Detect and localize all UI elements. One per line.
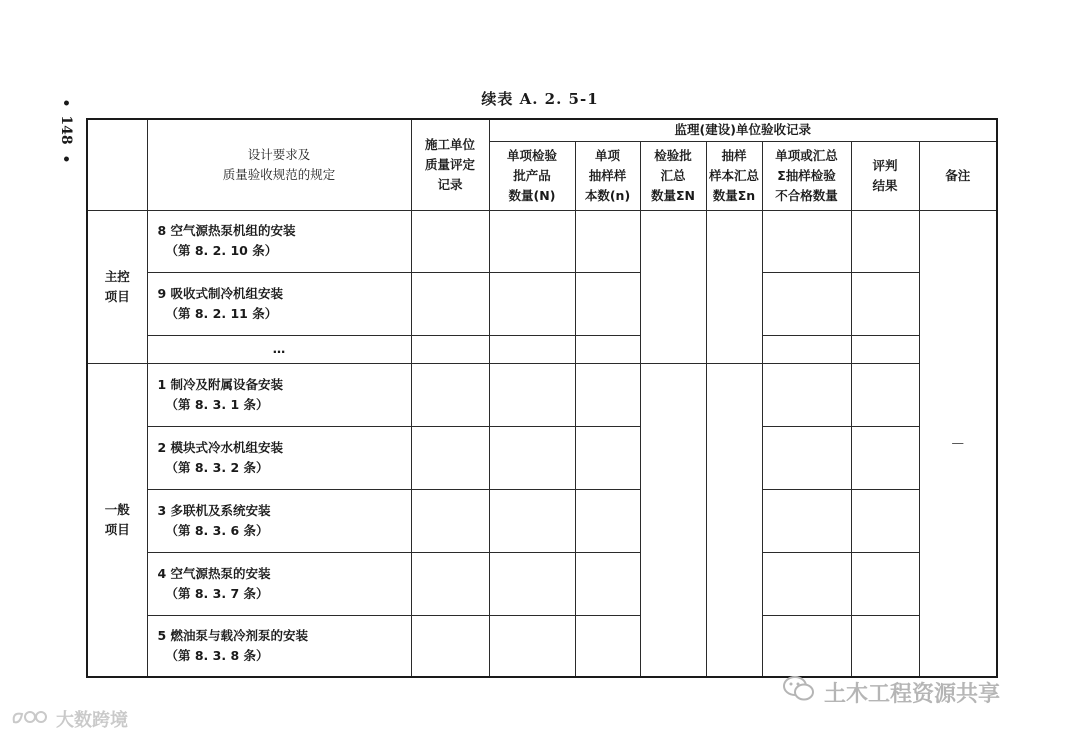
header-sub-1-text: 单项检验 批产品 数量(N) <box>506 147 557 203</box>
list-item <box>147 363 411 426</box>
remark-dash: — <box>951 435 964 451</box>
section-label-main <box>87 210 147 363</box>
cell <box>575 489 640 552</box>
item-clause: （第 8. 3. 1 条） <box>165 396 269 412</box>
header-sub-batch-total <box>640 141 706 210</box>
cell <box>489 552 575 615</box>
page-number-value: 148 <box>58 115 74 145</box>
header-result-text: 评判 结果 <box>872 157 898 193</box>
item-clause: （第 8. 3. 8 条） <box>165 647 269 663</box>
cell <box>411 363 489 426</box>
header-sub-batch-quantity <box>489 141 575 210</box>
item-clause: （第 8. 3. 7 条） <box>165 585 269 601</box>
item-title: 9 吸收式制冷机组安装 <box>157 285 284 301</box>
list-item-ellipsis: … <box>147 335 411 363</box>
cell <box>489 335 575 363</box>
item-title: 1 制冷及附属设备安装 <box>157 376 284 392</box>
watermark-left <box>10 706 128 732</box>
cell <box>851 615 919 677</box>
cell <box>411 210 489 272</box>
table-title: 续表 A. 2. 5-1 <box>481 90 599 108</box>
watermark-left-text: 大数跨境 <box>56 710 128 731</box>
header-result <box>851 141 919 210</box>
cell <box>489 426 575 489</box>
cell <box>851 272 919 335</box>
cell <box>489 210 575 272</box>
header-sub-sample-count <box>575 141 640 210</box>
list-item <box>147 272 411 335</box>
cell <box>411 426 489 489</box>
cell <box>575 335 640 363</box>
cell <box>575 272 640 335</box>
cell <box>851 489 919 552</box>
cell <box>411 552 489 615</box>
cell <box>575 426 640 489</box>
cell <box>575 552 640 615</box>
watermark-right <box>782 674 1000 710</box>
cell <box>575 210 640 272</box>
cell <box>489 615 575 677</box>
section-general-text: 一般 项目 <box>104 501 130 537</box>
header-design-requirement <box>147 119 411 210</box>
brand-logo-icon <box>10 708 50 730</box>
cell <box>762 363 851 426</box>
cell <box>851 363 919 426</box>
cell <box>851 426 919 489</box>
list-item <box>147 426 411 489</box>
item-clause: （第 8. 2. 10 条） <box>165 243 278 258</box>
cell <box>762 272 851 335</box>
item-title: 3 多联机及系统安装 <box>157 502 271 518</box>
cell <box>575 615 640 677</box>
cell <box>762 552 851 615</box>
header-sub-2-text: 单项 抽样样 本数(n) <box>584 147 631 203</box>
header-design-text: 设计要求及 质量验收规范的规定 <box>222 146 336 182</box>
item-title: 2 模块式冷水机组安装 <box>157 439 284 455</box>
cell <box>762 489 851 552</box>
list-item <box>147 210 411 272</box>
page-number-dot-bottom: • <box>62 152 71 168</box>
section-main-text: 主控 项目 <box>104 268 130 304</box>
cell <box>489 272 575 335</box>
acceptance-record-table <box>86 118 998 678</box>
header-supervisor-group: 监理(建设)单位验收记录 <box>489 119 997 141</box>
header-sub-3-text: 检验批 汇总 数量ΣN <box>650 147 695 203</box>
cell <box>762 210 851 272</box>
header-sub-sample-total <box>706 141 762 210</box>
cell <box>411 335 489 363</box>
cell <box>575 363 640 426</box>
cell <box>489 489 575 552</box>
item-clause: （第 8. 3. 2 条） <box>165 459 269 475</box>
cell <box>851 552 919 615</box>
list-item <box>147 615 411 677</box>
header-sub-4-text: 抽样 样本汇总 数量Σn <box>708 147 759 203</box>
wechat-icon <box>782 674 816 710</box>
section-label-general <box>87 363 147 677</box>
page-number-dot-top: • <box>62 96 71 112</box>
cell <box>762 335 851 363</box>
header-sub-5-text: 单项或汇总 Σ抽样检验 不合格数量 <box>775 147 838 203</box>
remark-cell <box>919 210 997 677</box>
cell-merged <box>706 210 762 363</box>
header-remark: 备注 <box>919 141 997 210</box>
cell <box>762 615 851 677</box>
cell <box>762 426 851 489</box>
cell <box>411 272 489 335</box>
cell <box>489 363 575 426</box>
item-clause: （第 8. 3. 6 条） <box>165 522 269 538</box>
header-blank <box>87 119 147 210</box>
cell <box>851 335 919 363</box>
header-contractor-text: 施工单位 质量评定 记录 <box>424 136 475 192</box>
header-sub-nonconforming <box>762 141 851 210</box>
cell-merged <box>706 363 762 677</box>
item-title: 5 燃油泵与载冷剂泵的安装 <box>157 627 309 643</box>
cell-merged <box>640 210 706 363</box>
item-title: 8 空气源热泵机组的安装 <box>157 223 296 238</box>
list-item <box>147 489 411 552</box>
cell <box>851 210 919 272</box>
watermark-right-text: 土木工程资源共享 <box>824 681 1001 707</box>
header-contractor-record <box>411 119 489 210</box>
cell <box>411 489 489 552</box>
item-title: 4 空气源热泵的安装 <box>157 565 271 581</box>
cell-merged <box>640 363 706 677</box>
list-item <box>147 552 411 615</box>
cell <box>411 615 489 677</box>
item-clause: （第 8. 2. 11 条） <box>165 305 278 321</box>
